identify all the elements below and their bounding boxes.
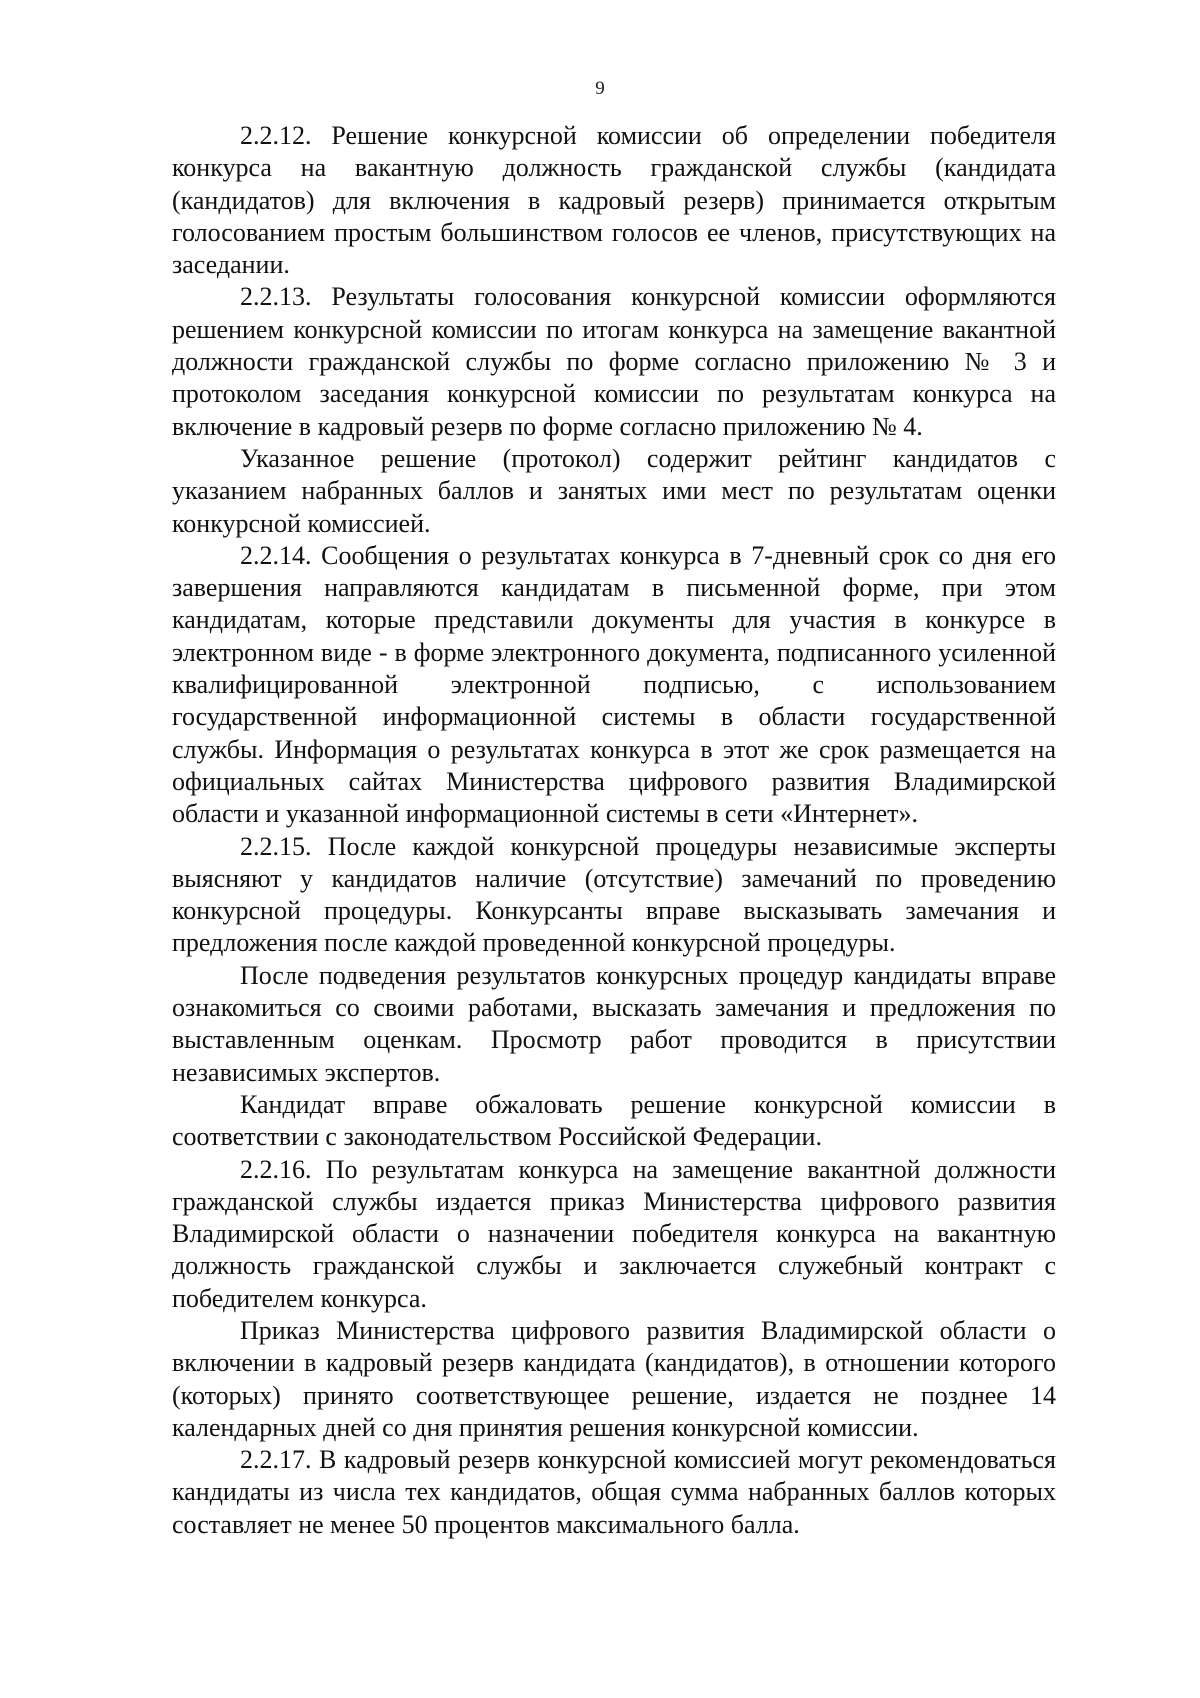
paragraph-rating-note: Указанное решение (протокол) содержит рейтинг кандидатов с указанием набранных баллов и занятых ими мест по результатам оценки конкурсной комиссией. [172,443,1056,538]
paragraph-2-2-16: 2.2.16. По результатам конкурса на замещение вакантной должности гражданской службы издается приказ Министерства цифрового развития Владимирской области о назначении победителя конкурса на вакантную должность гражданской службы и заключается служебный контракт с победителем конкурса. [172,1154,1056,1313]
document-body [172,120,1056,1541]
paragraph-2-2-14: 2.2.14. Сообщения о результатах конкурса в 7-дневный срок со дня его завершения направляются кандидатам в письменной форме, при этом кандидатам, которые представили документы для участия в конкурсе в электронном виде - в форме электронного документа, подписанного усиленной квалифицированной электронной подписью, с использованием государственной информационной системы в области государственной службы. Информация о результатах конкурса в этот же срок размещается на официальных сайтах Министерства цифрового развития Владимирской области и указанной информационной системы в сети «Интернет». [172,540,1056,829]
paragraph-reserve-order: Приказ Министерства цифрового развития Владимирской области о включении в кадровый резерв кандидата (кандидатов), в отношении которого (которых) принято соответствующее решение, издается не позднее 14 календарных дней со дня принятия решения конкурсной комиссии. [172,1315,1056,1442]
paragraph-2-2-17: 2.2.17. В кадровый резерв конкурсной комиссией могут рекомендоваться кандидаты из числа тех кандидатов, общая сумма набранных баллов которых составляет не менее 50 процентов максимального балла. [172,1445,1056,1539]
page-number: 9 [595,78,605,99]
paragraph-review-works: После подведения результатов конкурсных процедур кандидаты вправе ознакомиться со своими работами, высказать замечания и предложения по выставленным оценкам. Просмотр работ проводится в присутствии независимых экспертов. [172,960,1056,1087]
paragraph-2-2-13: 2.2.13. Результаты голосования конкурсной комиссии оформляются решением конкурсной комиссии по итогам конкурса на замещение вакантной должности гражданской службы по форме согласно приложению № 3 и протоколом заседания конкурсной комиссии по результатам конкурса на включение в кадровый резерв по форме согласно приложению № 4. [172,282,1056,441]
paragraph-2-2-15: 2.2.15. После каждой конкурсной процедуры независимые эксперты выясняют у кандидатов наличие (отсутствие) замечаний по проведению конкурсной процедуры. Конкурсанты вправе высказывать замечания и предложения после каждой проведенной конкурсной процедуры. [172,831,1056,958]
paragraph-appeal: Кандидат вправе обжаловать решение конкурсной комиссии в соответствии с законодательством Российской Федерации. [172,1089,1056,1152]
paragraph-2-2-12: 2.2.12. Решение конкурсной комиссии об определении победителя конкурса на вакантную должность гражданской службы (кандидата (кандидатов) для включения в кадровый резерв) принимается открытым голосованием простым большинством голосов ее членов, присутствующих на заседании. [172,121,1056,280]
